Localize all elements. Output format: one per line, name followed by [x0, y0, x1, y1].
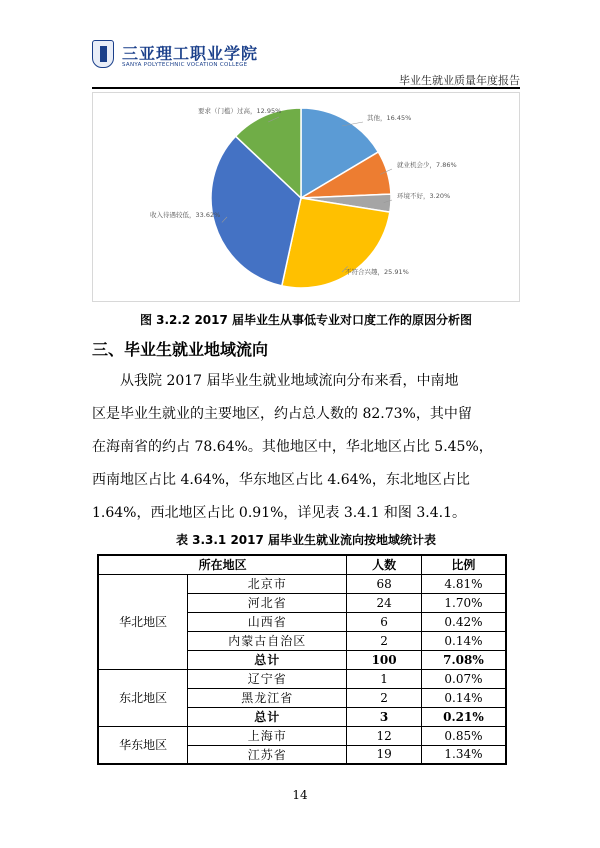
ratio-cell: 4.81%	[421, 574, 506, 593]
count-cell: 12	[347, 726, 422, 745]
table-caption: 表 3.3.1 2017 届毕业生就业流向按地域统计表	[175, 533, 437, 547]
header-divider	[92, 87, 520, 89]
section-heading: 三、毕业生就业地域流向	[92, 340, 269, 359]
table-row	[98, 574, 506, 593]
count-cell: 68	[347, 574, 422, 593]
table-row	[98, 669, 506, 688]
page-header	[92, 40, 520, 90]
region-cell: 华北地区	[98, 574, 188, 669]
pie-data-label: 就业机会少，7.86%	[397, 161, 457, 169]
page-number: 14	[292, 788, 308, 802]
count-cell: 1	[347, 669, 422, 688]
total-label-cell: 总计	[188, 707, 347, 726]
ratio-cell: 0.07%	[421, 669, 506, 688]
place-cell: 内蒙古自治区	[188, 631, 347, 650]
ratio-cell: 0.85%	[421, 726, 506, 745]
college-logo-icon	[92, 40, 114, 68]
count-cell: 6	[347, 612, 422, 631]
ratio-cell: 1.70%	[421, 593, 506, 612]
place-cell: 北京市	[188, 574, 347, 593]
count-cell: 24	[347, 593, 422, 612]
pie-data-label: 不符合兴趣，25.91%	[345, 268, 409, 276]
header-count: 人数	[347, 555, 422, 574]
paragraph-line: 西南地区占比 4.64%，华东地区占比 4.64%，东北地区占比	[92, 472, 470, 488]
region-cell: 东北地区	[98, 669, 188, 726]
place-cell: 江苏省	[188, 745, 347, 764]
ratio-cell: 0.14%	[421, 631, 506, 650]
total-label-cell: 总计	[188, 650, 347, 669]
college-name-en: SANYA POLYTECHNIC VOCATION COLLEGE	[122, 62, 248, 68]
header-region: 所在地区	[98, 555, 347, 574]
header-ratio: 比例	[421, 555, 506, 574]
table-row	[98, 726, 506, 745]
total-ratio-cell: 7.08%	[421, 650, 506, 669]
pie-chart	[93, 93, 521, 303]
place-cell: 上海市	[188, 726, 347, 745]
count-cell: 2	[347, 631, 422, 650]
ratio-cell: 0.14%	[421, 688, 506, 707]
paragraph-line: 区是毕业生就业的主要地区，约占总人数的 82.73%，其中留	[92, 406, 472, 422]
pie-chart-frame	[92, 92, 520, 302]
paragraph-line: 在海南省的约占 78.64%。其他地区中，华北地区占比 5.45%，	[92, 439, 493, 455]
total-count-cell: 3	[347, 707, 422, 726]
place-cell: 辽宁省	[188, 669, 347, 688]
pie-data-label: 环境不好，3.20%	[397, 192, 451, 200]
pie-data-label: 其他，16.45%	[367, 114, 412, 122]
figure-caption: 图 3.2.2 2017 届毕业生从事低专业对口度工作的原因分析图	[139, 313, 473, 327]
pie-data-label: 收入待遇较低，33.62%	[150, 211, 221, 219]
college-name-cn: 三亚理工职业学院	[122, 44, 259, 63]
place-cell: 河北省	[188, 593, 347, 612]
ratio-cell: 0.42%	[421, 612, 506, 631]
table-header-row	[98, 555, 506, 574]
count-cell: 19	[347, 745, 422, 764]
region-stats-table	[97, 554, 507, 765]
total-ratio-cell: 0.21%	[421, 707, 506, 726]
paragraph-line: 1.64%，西北地区占比 0.91%，详见表 3.4.1 和图 3.4.1。	[92, 505, 466, 521]
ratio-cell: 1.34%	[421, 745, 506, 764]
place-cell: 山西省	[188, 612, 347, 631]
paragraph-line: 从我院 2017 届毕业生就业地域流向分布来看，中南地	[120, 373, 459, 389]
place-cell: 黑龙江省	[188, 688, 347, 707]
count-cell: 2	[347, 688, 422, 707]
pie-data-label: 要求（门槛）过高，12.95%	[198, 107, 282, 115]
total-count-cell: 100	[347, 650, 422, 669]
report-title: 毕业生就业质量年度报告	[399, 74, 520, 87]
region-cell: 华东地区	[98, 726, 188, 764]
